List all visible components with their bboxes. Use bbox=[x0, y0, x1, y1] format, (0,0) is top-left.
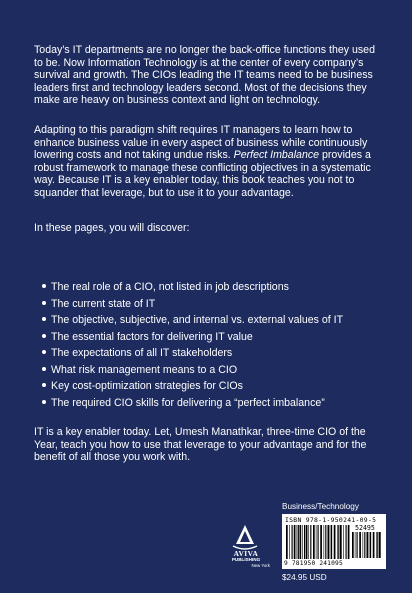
paragraph-discover: In these pages, you will discover: bbox=[34, 222, 190, 234]
list-item-text: The real role of a CIO, not listed in job descriptions bbox=[51, 281, 289, 293]
discover-list bbox=[42, 279, 382, 411]
price-code-text: 52495 bbox=[355, 524, 375, 532]
bullet-icon bbox=[42, 301, 46, 305]
list-item-text: Key cost-optimization strategies for CIOs bbox=[51, 380, 243, 392]
price: $24.95 USD bbox=[282, 573, 327, 582]
list-item-text: The current state of IT bbox=[51, 297, 156, 310]
book-title-italic: Perfect Imbalance bbox=[233, 149, 320, 162]
list-item bbox=[42, 296, 382, 313]
isbn-text: ISBN 978-1-950241-09-5 bbox=[285, 516, 377, 524]
list-item-text: The required CIO skills for delivering a “perfect imbalance” bbox=[51, 396, 325, 409]
paragraph-framework-before: Adapting to this paradigm shift requires IT managers to learn how to enhance business value in every aspect of business while continuously lowering costs and not taking undue risks. bbox=[34, 124, 368, 162]
bullet-icon bbox=[42, 383, 46, 387]
barcode-icon bbox=[286, 525, 350, 559]
bullet-icon bbox=[42, 334, 46, 338]
list-item bbox=[42, 345, 382, 362]
bullet-icon bbox=[42, 350, 46, 354]
price-barcode-icon bbox=[352, 532, 382, 558]
list-item bbox=[42, 395, 382, 412]
paragraph-closing: IT is a key enabler today. Let, Umesh Manathkar, three-time CIO of the Year, teach you how to use that leverage to your advantage and for the benefit of all those you work with. bbox=[34, 426, 367, 464]
publisher-name: AVIVA bbox=[233, 549, 259, 558]
list-item-text: The objective, subjective, and internal vs. external values of IT bbox=[51, 314, 344, 326]
paragraph-framework-after: provides a robust framework to manage these conflicting objectives in a systematic way. Because IT is a key enabler today, this book teaches you not to squander that leverage, but to use it to your advantage. bbox=[34, 149, 371, 199]
barcode-box bbox=[282, 514, 386, 569]
list-item bbox=[42, 329, 382, 346]
bullet-icon bbox=[42, 284, 46, 288]
list-item-text: The essential factors for delivering IT value bbox=[51, 330, 253, 343]
barcode-number: 9 781950 241095 bbox=[284, 560, 343, 567]
paragraph-framework bbox=[34, 124, 382, 200]
list-item bbox=[42, 312, 382, 329]
bullet-icon bbox=[42, 317, 46, 321]
bullet-icon bbox=[42, 400, 46, 404]
list-item bbox=[42, 362, 382, 379]
list-item bbox=[42, 279, 382, 296]
book-category: Business/Technology bbox=[282, 502, 359, 511]
list-item bbox=[42, 378, 382, 395]
list-item-text: What risk management means to a CIO bbox=[51, 363, 238, 376]
list-item-text: The expectations of all IT stakeholders bbox=[51, 347, 233, 359]
publisher-line: PUBLISHING bbox=[231, 557, 261, 562]
paragraph-intro: Today’s IT departments are no longer the back-office functions they used to be. Now Information Technology is at the center of every company’s survival and growth. The CIOs leading the IT teams need to be business leaders first and technology leaders second. Most of the decisions they make are heavy on business context and light on technology. bbox=[34, 44, 375, 107]
publisher-city: New York bbox=[251, 563, 270, 568]
bullet-icon bbox=[42, 367, 46, 371]
